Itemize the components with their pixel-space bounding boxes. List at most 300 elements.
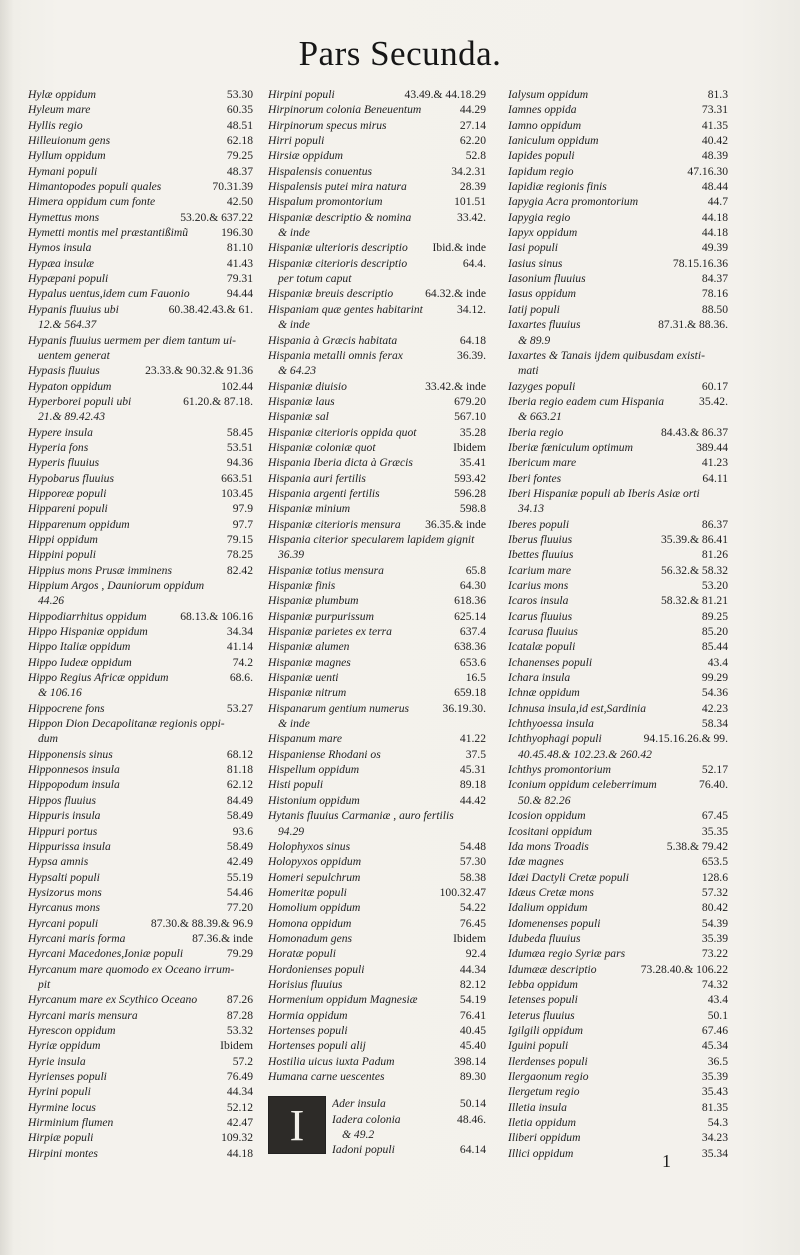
entry-text: Hippuri portus — [28, 824, 98, 838]
entry-page-ref: 79.15 — [226, 532, 253, 546]
entry-page-ref: 62.20 — [459, 134, 486, 148]
entry-page-ref: 35.28 — [459, 425, 486, 439]
entry-page-ref: 48.44 — [701, 180, 728, 194]
entry-text: Homeritæ populi — [268, 885, 347, 899]
entry-page-ref: Ibid.& inde — [432, 241, 486, 255]
entry-page-ref: 48.37 — [226, 164, 253, 178]
index-entry — [268, 164, 486, 179]
index-entry — [508, 916, 728, 931]
entry-page-ref: 85.20 — [701, 625, 728, 639]
entry-text: Iberiæ fœniculum optimum — [508, 440, 633, 454]
entry-text: Hispaniæ nitrum — [268, 686, 347, 700]
index-entry — [268, 593, 486, 608]
entry-page-ref: 42.23 — [701, 701, 728, 715]
entry-text: Ialysum oppidum — [508, 88, 589, 101]
index-entry-continuation — [268, 317, 486, 332]
index-entry-continuation — [28, 348, 253, 363]
entry-text: Hyperia fons — [28, 440, 89, 454]
index-column-1 — [28, 87, 253, 1161]
entry-page-ref: 54.36 — [701, 686, 728, 700]
index-entry — [508, 716, 728, 731]
entry-page-ref: 45.40 — [459, 1039, 486, 1053]
entry-page-ref: 43.4 — [707, 655, 728, 669]
entry-page-ref: 44.18 — [701, 226, 728, 240]
index-entry — [508, 931, 728, 946]
index-entry — [508, 762, 728, 777]
entry-page-ref: 54.39 — [701, 916, 728, 930]
entry-page-ref: 53.20.& 637.22 — [180, 210, 253, 224]
index-entry — [28, 563, 253, 578]
entry-text: Ichanenses populi — [508, 655, 593, 669]
entry-text: Hirri populi — [268, 134, 325, 148]
index-entry — [28, 118, 253, 133]
entry-page-ref: 44.42 — [459, 793, 486, 807]
entry-page-ref: 44.18 — [226, 1146, 253, 1160]
index-entry — [508, 1130, 728, 1145]
entry-page-ref: 89.18 — [459, 778, 486, 792]
index-entry — [508, 271, 728, 286]
entry-page-ref: 54.22 — [459, 901, 486, 915]
entry-text: Hispaniæ ulterioris descriptio — [268, 241, 408, 255]
entry-page-ref: 52.17 — [701, 763, 728, 777]
entry-text: Hortenses populi alij — [268, 1039, 366, 1053]
entry-text: 21.& 89.42.43 — [38, 410, 105, 424]
entry-text: Hippurissa insula — [28, 839, 111, 853]
entry-page-ref: 42.49 — [226, 855, 253, 869]
index-entry — [28, 900, 253, 915]
entry-text: Hyleum mare — [28, 103, 91, 117]
entry-text: Hispania argenti fertilis — [268, 486, 380, 500]
entry-text: & 89.9 — [518, 333, 551, 347]
entry-text: Ieterus fluuius — [508, 1008, 575, 1022]
index-entry — [268, 685, 486, 700]
entry-text: Iebba oppidum — [508, 977, 578, 991]
entry-page-ref: 53.27 — [226, 701, 253, 715]
entry-text: & 49.2 — [342, 1128, 375, 1142]
entry-page-ref: 48.39 — [701, 149, 728, 163]
entry-page-ref: 76.49 — [226, 1070, 253, 1083]
entry-page-ref: 64.14 — [459, 1143, 486, 1157]
entry-text: Hyrescon oppidum — [28, 1023, 116, 1037]
index-entry — [28, 854, 253, 869]
index-entry — [28, 256, 253, 271]
entry-text: Hyrmine locus — [28, 1100, 96, 1114]
entry-page-ref: 47.16.30 — [687, 164, 728, 178]
entry-text: Iapygia regio — [508, 210, 571, 224]
entry-page-ref: 97.9 — [232, 502, 253, 516]
index-entry — [28, 716, 253, 731]
index-entry — [508, 1008, 728, 1023]
entry-text: Ilerdenses populi — [508, 1054, 588, 1068]
entry-text: Hyrienses populi — [28, 1070, 107, 1083]
initial-entries — [332, 1096, 486, 1157]
index-entry — [28, 870, 253, 885]
entry-text: Ida mons Troadis — [508, 839, 589, 853]
entry-text: Hispanarum gentium numerus — [268, 701, 410, 715]
entry-page-ref: 54.3 — [707, 1116, 728, 1130]
entry-text: Hispaniæ uenti — [268, 671, 339, 685]
entry-text: & inde — [278, 717, 310, 731]
entry-page-ref: 68.13.& 106.16 — [180, 609, 253, 623]
index-entry — [268, 900, 486, 915]
index-entry — [268, 409, 486, 424]
index-entry — [28, 210, 253, 225]
entry-text: Iguini populi — [508, 1039, 569, 1053]
entry-page-ref: 82.12 — [459, 977, 486, 991]
index-entry — [28, 425, 253, 440]
entry-page-ref: 45.34 — [701, 1039, 728, 1053]
entry-text: Hispaniæ coloniæ quot — [268, 440, 376, 454]
entry-text: Hirminium flumen — [28, 1116, 114, 1130]
entry-text: Idubeda fluuius — [508, 931, 581, 945]
entry-page-ref: 80.42 — [701, 901, 728, 915]
entry-page-ref: 37.5 — [465, 747, 486, 761]
entry-text: Hippius mons Prusæ imminens — [28, 563, 172, 577]
index-entry — [28, 655, 253, 670]
entry-text: Hispaniense Rhodani os — [268, 747, 381, 761]
entry-text: Hispaniæ descriptio & nomina — [268, 210, 412, 224]
index-entry — [28, 225, 253, 240]
index-entry — [508, 455, 728, 470]
entry-page-ref: 79.31 — [226, 272, 253, 286]
entry-text: Iberi Hispaniæ populi ab Iberis Asiæ orti — [508, 486, 700, 500]
entry-page-ref: 79.29 — [226, 947, 253, 961]
page-title: Pars Secunda. — [298, 34, 502, 73]
entry-text: Iconium oppidum celeberrimum — [508, 778, 657, 792]
index-entry — [268, 870, 486, 885]
entry-page-ref: 57.30 — [459, 855, 486, 869]
entry-page-ref: 35.39 — [701, 1070, 728, 1083]
index-entry — [28, 471, 253, 486]
index-entry — [508, 286, 728, 301]
entry-page-ref: 41.14 — [226, 640, 253, 654]
entry-text: Hippos fluuius — [28, 793, 96, 807]
index-entry — [508, 87, 728, 102]
entry-page-ref: 103.45 — [221, 486, 253, 500]
entry-page-ref: 33.42. — [457, 210, 486, 224]
index-entry — [268, 256, 486, 271]
entry-text: Homonadum gens — [268, 931, 353, 945]
entry-page-ref: 43.49.& 44.18.29 — [404, 88, 486, 101]
entry-page-ref: 84.43.& 86.37 — [661, 425, 728, 439]
entry-page-ref: 128.6 — [701, 870, 728, 884]
entry-page-ref: 34.34 — [226, 625, 253, 639]
index-entry — [508, 609, 728, 624]
entry-text: 50.& 82.26 — [518, 793, 571, 807]
entry-text: Iapidum regio — [508, 164, 574, 178]
entry-page-ref: 77.20 — [226, 901, 253, 915]
index-entry — [28, 517, 253, 532]
entry-text: Iasius sinus — [508, 256, 563, 270]
index-entry — [508, 701, 728, 716]
entry-page-ref: 93.6 — [232, 824, 253, 838]
entry-text: Hyrcanus mons — [28, 901, 101, 915]
entry-text: Hymos insula — [28, 241, 92, 255]
entry-page-ref: 61.20.& 87.18. — [183, 394, 253, 408]
entry-page-ref: 64.30 — [459, 579, 486, 592]
entry-text: Humana carne uescentes — [268, 1070, 385, 1083]
entry-page-ref: 73.22 — [701, 947, 728, 961]
index-entry — [508, 118, 728, 133]
entry-page-ref: 87.36.& inde — [192, 931, 253, 945]
entry-text: Hypalus uentus,idem cum Fauonio — [28, 287, 190, 301]
entry-page-ref: 68.12 — [226, 747, 253, 761]
entry-page-ref: 43.4 — [707, 993, 728, 1007]
index-entry — [28, 609, 253, 624]
index-entry-continuation — [268, 225, 486, 240]
index-entry-continuation — [508, 363, 728, 378]
index-entry — [268, 394, 486, 409]
entry-text: Hispaniæ citerioris mensura — [268, 517, 401, 531]
index-entry — [28, 501, 253, 516]
entry-text: uentem generat — [38, 348, 110, 362]
index-entry — [28, 547, 253, 562]
index-entry — [268, 1069, 486, 1084]
entry-page-ref: 42.47 — [226, 1116, 253, 1130]
index-entry — [268, 118, 486, 133]
entry-page-ref: 54.48 — [459, 839, 486, 853]
index-entry — [508, 977, 728, 992]
index-entry — [508, 731, 728, 746]
entry-text: Hyllis regio — [28, 118, 83, 132]
entry-page-ref: 52.12 — [226, 1100, 253, 1114]
index-entry — [268, 777, 486, 792]
entry-page-ref: 87.28 — [226, 1008, 253, 1022]
entry-page-ref: 81.35 — [701, 1100, 728, 1114]
index-entry — [28, 271, 253, 286]
index-entry — [508, 240, 728, 255]
entry-text: Ichara insula — [508, 671, 571, 685]
index-entry — [28, 670, 253, 685]
entry-text: Iapides populi — [508, 149, 575, 163]
index-entry-continuation — [508, 793, 728, 808]
entry-page-ref: 34.2.31 — [451, 164, 486, 178]
entry-text: Iazyges populi — [508, 379, 576, 393]
entry-text: Hymetti montis mel præstantißimũ — [28, 226, 189, 240]
entry-page-ref: 89.25 — [701, 609, 728, 623]
entry-page-ref: 40.45 — [459, 1023, 486, 1037]
entry-text: Horatæ populi — [268, 947, 336, 961]
index-entry — [28, 931, 253, 946]
index-entry — [508, 900, 728, 915]
entry-page-ref: 42.50 — [226, 195, 253, 209]
index-entry — [28, 701, 253, 716]
index-entry — [268, 655, 486, 670]
index-entry — [508, 563, 728, 578]
entry-text: Hypæa insulæ — [28, 256, 95, 270]
index-entry — [28, 639, 253, 654]
index-entry — [508, 302, 728, 317]
entry-text: Himera oppidum cum fonte — [28, 195, 156, 209]
index-entry — [268, 578, 486, 593]
index-entry — [28, 1146, 253, 1161]
index-entry — [28, 793, 253, 808]
entry-text: Iberes populi — [508, 517, 570, 531]
index-entry — [28, 777, 253, 792]
entry-text: Histonium oppidum — [268, 793, 360, 807]
entry-page-ref: 44.29 — [459, 103, 486, 117]
entry-page-ref: 102.44 — [221, 379, 253, 393]
entry-text: Hippo Italiæ oppidum — [28, 640, 131, 654]
entry-text: Iasonium fluuius — [508, 272, 586, 286]
entry-page-ref: 87.31.& 88.36. — [658, 318, 728, 332]
index-entry — [332, 1096, 486, 1111]
initial-section — [268, 1096, 486, 1157]
entry-text: Icaros insula — [508, 594, 569, 608]
entry-text: Iberus fluuius — [508, 532, 573, 546]
index-column-2 — [268, 87, 486, 1158]
entry-text: Hispalensis putei mira natura — [268, 180, 407, 194]
index-entry — [28, 839, 253, 854]
index-entry — [268, 962, 486, 977]
entry-page-ref: 76.45 — [459, 916, 486, 930]
index-entry — [268, 793, 486, 808]
index-entry — [28, 148, 253, 163]
entry-text: Hispaniam quæ gentes habitarint — [268, 302, 423, 316]
entry-page-ref: 67.45 — [701, 809, 728, 823]
entry-page-ref: 52.8 — [465, 149, 486, 163]
entry-page-ref: 41.43 — [226, 256, 253, 270]
index-entry-continuation — [268, 824, 486, 839]
entry-page-ref: 36.5 — [707, 1054, 728, 1068]
entry-text: Iberia regio eadem cum Hispania — [508, 394, 665, 408]
entry-text: Hispalensis conuentus — [268, 164, 373, 178]
index-entry — [28, 486, 253, 501]
entry-text: Iapygia Acra promontorium — [508, 195, 639, 209]
entry-text: Hispania metalli omnis ferax — [268, 348, 403, 362]
entry-text: Ichthyoessa insula — [508, 717, 594, 731]
entry-text: Hispaniæ magnes — [268, 655, 351, 669]
index-entry — [268, 747, 486, 762]
entry-text: Illetia insula — [508, 1100, 567, 1114]
entry-page-ref: 67.46 — [701, 1023, 728, 1037]
index-entry — [508, 593, 728, 608]
index-entry — [268, 1023, 486, 1038]
index-entry — [508, 1146, 728, 1161]
entry-text: Hippo Regius Africæ oppidum — [28, 671, 169, 685]
index-entry — [508, 210, 728, 225]
entry-text: Ietenses populi — [508, 993, 578, 1007]
entry-page-ref: 87.26 — [226, 993, 253, 1007]
entry-text: Hippi oppidum — [28, 532, 98, 546]
entry-text: Hispaniæ citerioris oppida quot — [268, 425, 417, 439]
entry-page-ref: 53.30 — [226, 88, 253, 101]
index-entry — [508, 517, 728, 532]
entry-text: Iberi fontes — [508, 471, 562, 485]
entry-text: Hirpini populi — [268, 88, 335, 101]
index-entry — [28, 1038, 253, 1053]
entry-page-ref: 35.41 — [459, 456, 486, 470]
entry-text: Icarus fluuius — [508, 609, 573, 623]
index-entry — [28, 1100, 253, 1115]
entry-text: & 64.23 — [278, 364, 317, 378]
entry-text: Homona oppidum — [268, 916, 352, 930]
index-entry — [28, 133, 253, 148]
index-entry — [28, 624, 253, 639]
entry-page-ref: 44.18 — [701, 210, 728, 224]
index-entry — [268, 194, 486, 209]
entry-page-ref: 53.32 — [226, 1023, 253, 1037]
index-entry-continuation — [28, 685, 253, 700]
index-entry — [268, 670, 486, 685]
index-entry-continuation — [28, 977, 253, 992]
index-entry — [508, 164, 728, 179]
index-entry — [268, 210, 486, 225]
entry-text: Hyrini populi — [28, 1085, 91, 1099]
entry-text: Idæi Dactyli Cretæ populi — [508, 870, 629, 884]
entry-page-ref: 60.35 — [226, 103, 253, 117]
entry-text: 44.26 — [38, 594, 65, 608]
index-entry — [268, 471, 486, 486]
entry-page-ref: 78.25 — [226, 548, 253, 562]
entry-page-ref: Ibidem — [220, 1039, 253, 1053]
index-entry — [508, 256, 728, 271]
index-entry — [268, 179, 486, 194]
entry-page-ref: 81.3 — [707, 88, 728, 101]
entry-page-ref: 40.42 — [701, 134, 728, 148]
index-entry — [28, 455, 253, 470]
entry-text: Hipponnesos insula — [28, 763, 120, 777]
entry-text: Hirpinorum specus mirus — [268, 118, 387, 132]
index-entry — [268, 333, 486, 348]
index-entry — [508, 1054, 728, 1069]
entry-page-ref: 16.5 — [465, 671, 486, 685]
index-entry — [268, 992, 486, 1007]
index-entry — [508, 1038, 728, 1053]
entry-page-ref: 85.44 — [701, 640, 728, 654]
entry-text: Hyperis fluuius — [28, 456, 100, 470]
entry-text: Hyrcanum mare ex Scythico Oceano — [28, 993, 198, 1007]
index-entry-continuation — [508, 501, 728, 516]
index-entry — [508, 317, 728, 332]
entry-page-ref: Ibidem — [453, 931, 486, 945]
entry-page-ref: 64.4. — [462, 256, 486, 270]
entry-text: Hypæpani populi — [28, 272, 109, 286]
entry-text: Icarius mons — [508, 579, 569, 592]
index-entry — [28, 992, 253, 1007]
entry-page-ref: 60.38.42.43.& 61. — [168, 302, 253, 316]
entry-page-ref: 101.51 — [454, 195, 486, 209]
index-entry — [508, 639, 728, 654]
entry-page-ref: 28.39 — [459, 180, 486, 194]
entry-text: Ilergetum regio — [508, 1085, 580, 1099]
index-entry — [508, 824, 728, 839]
entry-text: Iasi populi — [508, 241, 558, 255]
entry-text: Hispania citerior specularem lapidem gignit — [268, 532, 475, 546]
entry-page-ref: 84.37 — [701, 272, 728, 286]
entry-text: Iadoni populi — [332, 1143, 395, 1157]
index-entry — [28, 762, 253, 777]
entry-text: Ichthyophagi populi — [508, 732, 602, 746]
index-entry — [508, 348, 728, 363]
entry-page-ref: 94.15.16.26.& 99. — [643, 732, 728, 746]
entry-page-ref: 58.38 — [459, 870, 486, 884]
entry-page-ref: 5.38.& 79.42 — [666, 839, 728, 853]
index-entry — [28, 1023, 253, 1038]
entry-text: Hispaniæ finis — [268, 579, 336, 592]
entry-text: Hispania auri fertilis — [268, 471, 366, 485]
entry-page-ref: 33.42.& inde — [425, 379, 486, 393]
entry-text: Hypasis fluuius — [28, 364, 100, 378]
entry-page-ref: 41.22 — [459, 732, 486, 746]
entry-text: Hirpinorum colonia Beneuentum — [268, 103, 422, 117]
entry-page-ref: 48.51 — [226, 118, 253, 132]
index-entry — [28, 747, 253, 762]
entry-text: & 106.16 — [38, 686, 82, 700]
entry-text: Iamnes oppida — [508, 103, 577, 117]
entry-text: Ianiculum oppidum — [508, 134, 599, 148]
index-entry — [268, 639, 486, 654]
